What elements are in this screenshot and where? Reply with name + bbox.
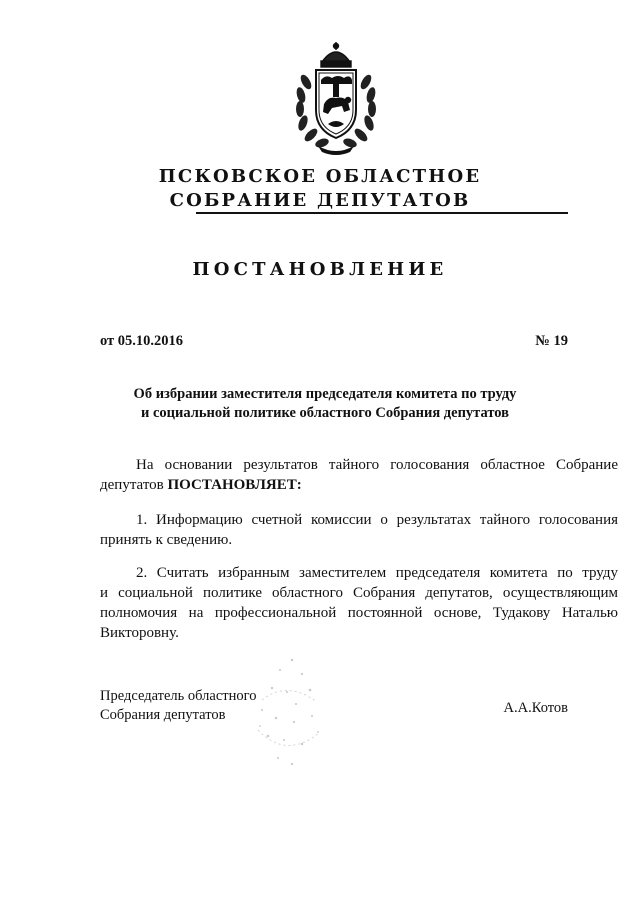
paragraph-1-line2-text: депутатов [100,477,168,493]
document-subject [90,385,560,423]
paragraph-2-line2: принять к сведению. [100,532,233,548]
signatory-position-line1: Председатель областного [100,688,257,704]
subject-line1: Об избрании заместителя председателя комитета по труду [133,386,517,402]
paragraph-3-line3: полномочия на профессиональной постоянной основе, Тудакову Наталью [100,605,618,621]
signatory-position-line2: Собрания депутатов [100,707,226,723]
paragraph-1-line2 [100,475,618,495]
signatory-name: А.А.Котов [503,700,568,716]
paragraph-1-line1: На основании результатов тайного голосования областное Собрание [136,457,618,473]
paragraph-3-line4: Викторовну. [100,625,179,641]
coat-of-arms-icon [288,40,384,156]
document-date: от 05.10.2016 [100,333,184,349]
paragraph-3-line2: и социальной политике областного Собрания депутатов, осуществляющим [100,585,618,601]
document-type: ПОСТАНОВЛЕНИЕ [192,259,448,280]
header-divider [196,212,568,214]
paragraph-3-line1: 2. Считать избранным заместителем председателя комитета по труду [136,565,618,581]
org-title-line2: СОБРАНИЕ ДЕПУТАТОВ [169,190,471,211]
paragraph-2-line1: 1. Информацию счетной комиссии о результатах тайного голосования [136,512,618,528]
org-title-line1: ПСКОВСКОЕ ОБЛАСТНОЕ [158,166,482,187]
paragraph-1 [100,455,618,495]
document-number: № 19 [535,333,568,349]
subject-line2: и социальной политике областного Собрания депутатов [140,405,510,421]
paragraph-3 [100,563,618,643]
signatory-position [100,687,256,725]
resolves-keyword: ПОСТАНОВЛЯЕТ: [167,477,302,493]
paragraph-2 [100,510,618,550]
